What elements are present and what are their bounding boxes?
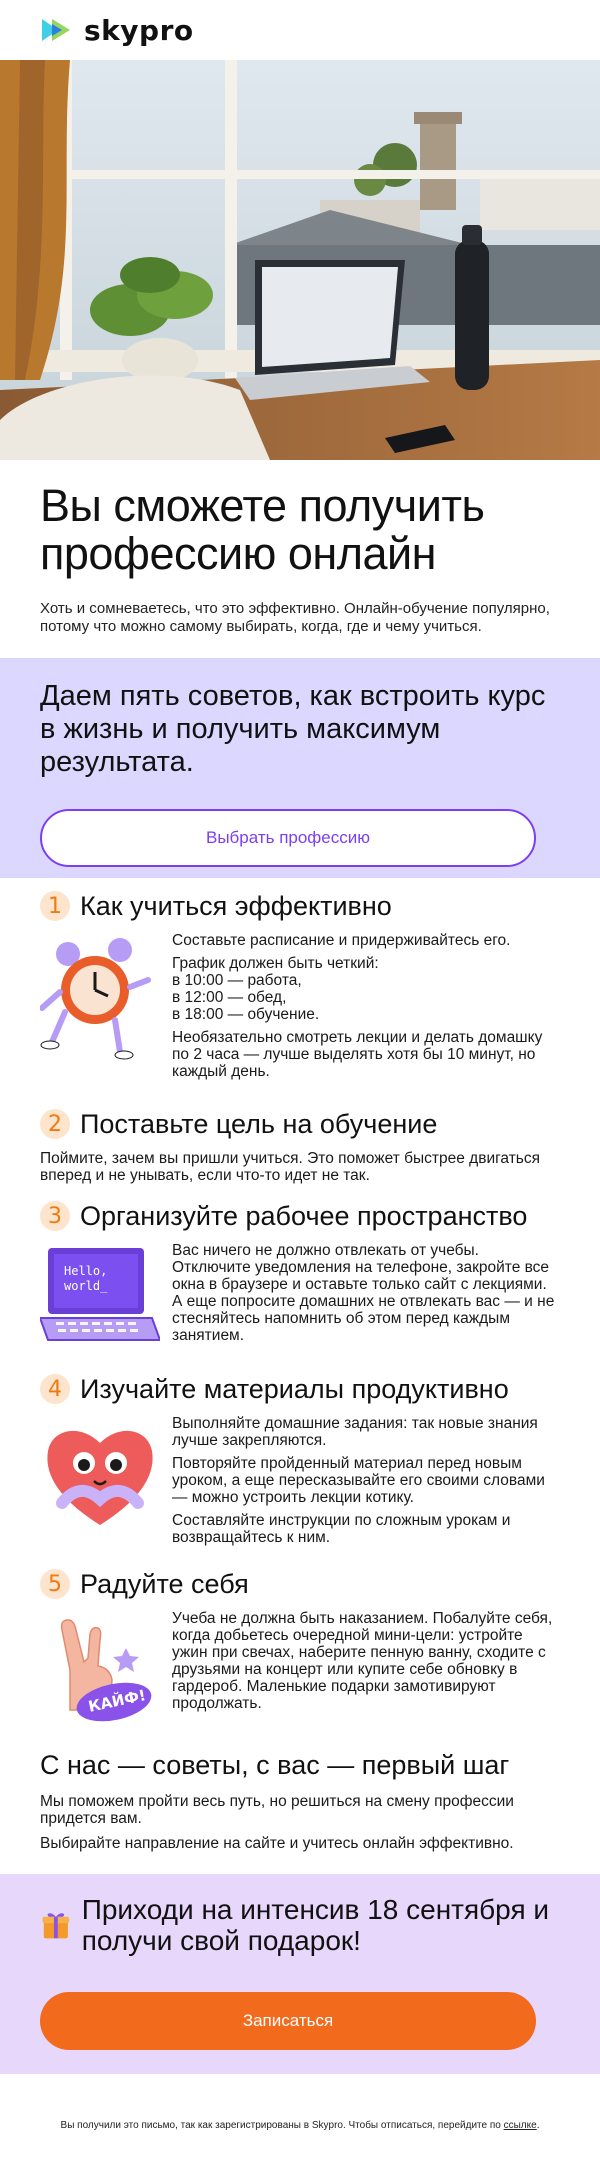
tips-banner-title: Даем пять советов, как встроить курс в жизнь и получить максимум результата. xyxy=(40,680,546,778)
outro-title: С нас — советы, с вас — первый шаг xyxy=(40,1750,510,1780)
footer-text: Вы получили это письмо, так как зарегистрированы в Skypro. Чтобы отписаться, перейдите по xyxy=(60,2120,501,2131)
rock-hand-icon xyxy=(40,1610,160,1735)
tip-title: Поставьте цель на обучение xyxy=(80,1109,438,1139)
footer-end: . xyxy=(536,2120,540,2131)
tip-number: 4 xyxy=(40,1374,70,1404)
tip-paragraph: График должен быть четкий: в 10:00 — работа, в 12:00 — обед, в 18:00 — обучение. xyxy=(172,955,379,1023)
workspace-photo xyxy=(0,60,600,460)
skypro-logo-icon[interactable] xyxy=(40,17,74,43)
gift-box-icon xyxy=(40,1900,72,1950)
promo-title: Приходи на интенсив 18 сентября и получи свой подарок! xyxy=(81,1894,550,1956)
tip-title: Организуйте рабочее пространство xyxy=(80,1201,528,1231)
intro-section xyxy=(0,460,600,636)
tip-paragraph: Повторяйте пройденный материал перед новым уроком, а еще пересказывайте его своими словами — можно устроить лекции котику. xyxy=(172,1455,545,1506)
alarm-clock-icon xyxy=(40,932,160,1086)
page-title: Вы сможете получить профессию онлайн xyxy=(40,480,485,579)
laptop-icon xyxy=(40,1242,160,1357)
tip-number: 2 xyxy=(40,1109,70,1139)
tip-item xyxy=(40,1373,560,1552)
brand-name[interactable]: skypro xyxy=(84,13,194,47)
tip-item xyxy=(40,1200,560,1357)
tip-title: Изучайте материалы продуктивно xyxy=(80,1374,509,1404)
sticker-text: КАЙФ! xyxy=(86,1686,148,1716)
choose-profession-button[interactable]: Выбрать профессию xyxy=(40,809,536,867)
tip-number: 5 xyxy=(40,1569,70,1599)
tips-banner xyxy=(0,658,600,878)
outro-paragraph: Мы поможем пройти весь путь, но решиться на смену профессии придется вам. xyxy=(40,1793,514,1827)
tip-title: Радуйте себя xyxy=(80,1569,249,1599)
tip-paragraph: Составьте расписание и придерживайтесь его. xyxy=(172,932,511,949)
outro-paragraph: Выбирайте направление на сайте и учитесь онлайн эффективно. xyxy=(40,1835,514,1852)
tip-paragraph: Составляйте инструкции по сложным урокам и возвращайтесь к ним. xyxy=(172,1512,511,1546)
tip-number: 3 xyxy=(40,1201,70,1231)
tip-item xyxy=(40,1108,560,1184)
tip-paragraph: Вас ничего не должно отвлекать от учебы. Отключите уведомления на телефоне, закройте все окна в браузере и оставьте только сайт с лекциями. А еще попросите домашних не отвлекать вас — и не стесняйтесь напомнить об этом перед каждым занятием. xyxy=(172,1242,555,1344)
intro-lead: Хоть и сомневаетесь, что это эффективно. Онлайн-обучение популярно, потому что можно самому выбирать, когда, где и чему учиться. xyxy=(40,600,550,635)
hero-image xyxy=(0,60,600,460)
outro-section xyxy=(0,1749,600,1852)
laptop-screen-text: Hello, world_ xyxy=(64,1264,108,1293)
tips-list xyxy=(0,878,600,1735)
tip-item xyxy=(40,1568,560,1735)
tip-paragraph: Выполняйте домашние задания: так новые знания лучше закрепляются. xyxy=(172,1415,538,1449)
tip-title: Как учиться эффективно xyxy=(80,891,392,921)
promo-banner xyxy=(0,1874,600,2074)
header xyxy=(0,0,600,60)
tip-number: 1 xyxy=(40,891,70,921)
tip-paragraph: Необязательно смотреть лекции и делать домашку по 2 часа — лучше выделять хотя бы 10 минут, но каждый день. xyxy=(172,1029,543,1080)
unsubscribe-link[interactable]: ссылке xyxy=(503,2120,537,2131)
tip-item xyxy=(40,890,560,1086)
signup-button[interactable]: Записаться xyxy=(40,1992,536,2050)
heart-character-icon xyxy=(40,1415,160,1552)
footer xyxy=(0,2074,600,2131)
tip-paragraph: Поймите, зачем вы пришли учиться. Это поможет быстрее двигаться вперед и не унывать, если что-то идет не так. xyxy=(40,1150,541,1184)
tip-paragraph: Учеба не должна быть наказанием. Побалуйте себя, когда добьетесь очередной мини-цели: устройте ужин при свечах, наберите пенную ванну, сходите с друзьями на концерт или купите себе обновку в гардероб. Маленькие подарки замотивируют продолжать. xyxy=(172,1610,553,1712)
